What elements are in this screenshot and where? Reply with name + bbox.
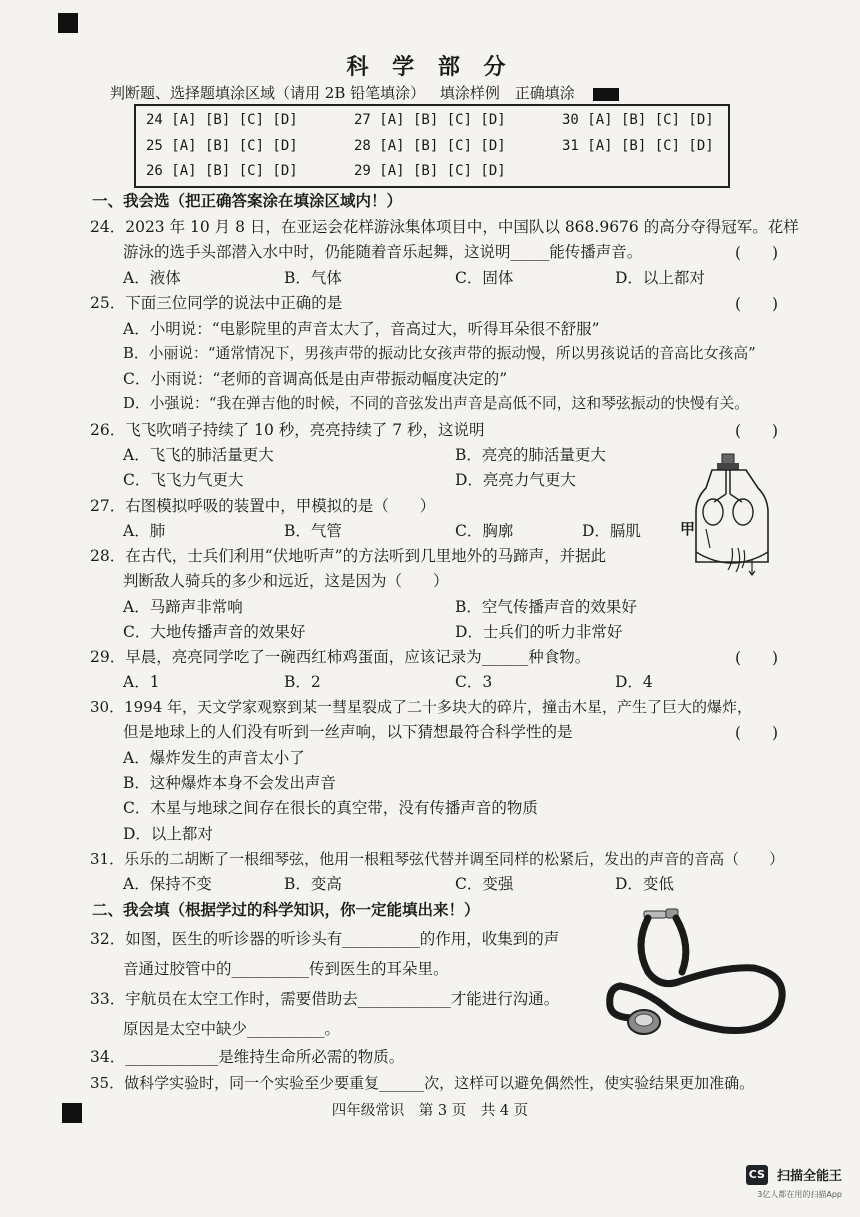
- question-29-option-a: A．1: [123, 673, 160, 691]
- correct-fill-sample: [593, 88, 619, 101]
- question-34: 34．____________是维持生命所必需的物质。: [90, 1048, 405, 1066]
- question-30-option-c: C．木星与地球之间存在很长的真空带，没有传播声音的物质: [123, 799, 538, 817]
- question-35: 35．做科学实验时，同一个实验至少要重复______次，这样可以避免偶然性，使实验结果更加准确。: [90, 1074, 755, 1092]
- question-30-option-b: B．这种爆炸本身不会发出声音: [123, 774, 336, 792]
- question-28-line-2: 判断敌人骑兵的多少和远近，这是因为（ ）: [123, 572, 449, 590]
- question-31-option-c: C．变强: [455, 875, 514, 893]
- page-footer: 四年级常识 第 3 页 共 4 页: [331, 1103, 529, 1119]
- answer-row-31[interactable]: 31 [A] [B] [C] [D]: [562, 138, 714, 154]
- question-25-option-c: C．小雨说：“老师的音调高低是由声带振动幅度决定的”: [123, 370, 508, 388]
- section-heading-fill: 二、我会填（根据学过的科学知识，你一定能填出来！）: [92, 900, 480, 919]
- question-32-line-2: 音通过胶管中的__________传到医生的耳朵里。: [123, 960, 449, 978]
- question-30-line-2: 但是地球上的人们没有听到一丝声响，以下猜想最符合科学性的是: [123, 723, 573, 741]
- question-29-option-c: C．3: [455, 673, 493, 691]
- scanner-app-name: 扫描全能王: [776, 1169, 842, 1184]
- question-24-option-d: D．以上都对: [615, 269, 705, 287]
- question-31-option-a: A．保持不变: [123, 875, 212, 893]
- correct-fill-label: 正确填涂: [514, 84, 575, 102]
- fill-sample-label: 填涂样例: [439, 84, 500, 102]
- registration-marker-top-left: [58, 13, 78, 33]
- question-25-option-b: B．小丽说：“通常情况下，男孩声带的振动比女孩声带的振动慢，所以男孩说话的音高比女孩高”: [123, 345, 756, 362]
- question-31-option-b: B．变高: [284, 875, 342, 893]
- question-31-option-d: D．变低: [615, 875, 674, 893]
- question-26-option-a: A．飞飞的肺活量更大: [123, 446, 274, 464]
- question-33-line-2: 原因是太空中缺少__________。: [123, 1020, 341, 1038]
- question-32-line-1: 32．如图，医生的听诊器的听诊头有__________的作用，收集到的声: [90, 930, 560, 948]
- answer-row-28[interactable]: 28 [A] [B] [C] [D]: [354, 138, 506, 154]
- scanner-app-tagline: 3亿人都在用的扫描App: [757, 1189, 842, 1199]
- question-26-stem: 26．飞飞吹哨子持续了 10 秒，亮亮持续了 7 秒，这说明: [90, 421, 485, 439]
- question-28-option-b: B．空气传播声音的效果好: [455, 598, 637, 616]
- question-26-option-d: D．亮亮力气更大: [455, 471, 576, 489]
- answer-row-27[interactable]: 27 [A] [B] [C] [D]: [354, 112, 506, 128]
- question-25-answer-bracket: ( ): [735, 295, 779, 313]
- question-25-option-a: A．小明说：“电影院里的声音太大了，音高过大，听得耳朵很不舒服”: [123, 320, 600, 338]
- breathing-model-figure: [676, 452, 776, 578]
- question-27-stem: 27．右图模拟呼吸的装置中，甲模拟的是（ ）: [90, 497, 436, 515]
- question-24-option-c: C．固体: [455, 269, 514, 287]
- question-28-option-d: D．士兵们的听力非常好: [455, 623, 623, 641]
- question-28-option-c: C．大地传播声音的效果好: [123, 623, 306, 641]
- question-29-stem: 29．早晨，亮亮同学吃了一碗西红柿鸡蛋面，应该记录为______种食物。: [90, 648, 591, 666]
- question-27-option-d: D．膈肌: [582, 522, 641, 540]
- question-29-answer-bracket: ( ): [735, 649, 779, 667]
- question-29-option-d: D．4: [615, 673, 653, 691]
- question-24-option-a: A．液体: [123, 269, 181, 287]
- question-24-answer-bracket: ( ): [735, 244, 779, 262]
- fill-instructions: [110, 82, 629, 103]
- camscanner-logo-icon: CS: [746, 1165, 768, 1185]
- question-30-line-1: 30．1994 年，天文学家观察到某一彗星裂成了二十多块大的碎片，撞击木星，产生了巨大的爆炸，: [90, 698, 753, 716]
- question-31-stem: 31．乐乐的二胡断了一根细琴弦，他用一根粗琴弦代替并调至同样的松紧后，发出的声音的音高（ ）: [90, 850, 785, 868]
- scanner-watermark: [746, 1164, 842, 1200]
- question-30-answer-bracket: ( ): [735, 724, 779, 742]
- answer-row-30[interactable]: 30 [A] [B] [C] [D]: [562, 112, 714, 128]
- answer-row-24[interactable]: 24 [A] [B] [C] [D]: [146, 112, 298, 128]
- question-26-option-b: B．亮亮的肺活量更大: [455, 446, 606, 464]
- question-27-option-b: B．气管: [284, 522, 342, 540]
- page-title: 科 学 部 分: [346, 54, 514, 80]
- question-25-stem: 25．下面三位同学的说法中正确的是: [90, 294, 343, 312]
- question-30-option-d: D．以上都对: [123, 825, 213, 843]
- question-25-option-d: D．小强说：“我在弹吉他的时候，不同的音弦发出声音是高低不同，这和琴弦振动的快慢有关。: [123, 395, 750, 412]
- section-heading-choice: 一、我会选（把正确答案涂在填涂区域内！）: [92, 191, 403, 210]
- answer-row-25[interactable]: 25 [A] [B] [C] [D]: [146, 138, 298, 154]
- question-33-line-1: 33．宇航员在太空工作时，需要借助去____________才能进行沟通。: [90, 990, 560, 1008]
- answer-row-29[interactable]: 29 [A] [B] [C] [D]: [354, 163, 506, 179]
- figure-label-jia: 甲: [680, 520, 696, 538]
- answer-row-26[interactable]: 26 [A] [B] [C] [D]: [146, 163, 298, 179]
- answer-grid: [134, 104, 730, 188]
- question-28-line-1: 28．在古代，士兵们利用“伏地听声”的方法听到几里地外的马蹄声，并据此: [90, 547, 607, 565]
- question-27-option-c: C．胸廓: [455, 522, 514, 540]
- question-29-option-b: B．2: [284, 673, 321, 691]
- fill-area-label: 判断题、选择题填涂区域（请用 2B 铅笔填涂）: [110, 84, 426, 102]
- question-24-line-1: 24．2023 年 10 月 8 日，在亚运会花样游泳集体项目中，中国队以 868.9676 的高分夺得冠军。花样: [90, 218, 799, 236]
- question-24-option-b: B．气体: [284, 269, 342, 287]
- question-24-line-2: 游泳的选手头部潜入水中时，仍能随着音乐起舞，这说明_____能传播声音。: [123, 243, 643, 261]
- question-28-option-a: A．马蹄声非常响: [123, 598, 243, 616]
- stethoscope-figure: [604, 906, 794, 1046]
- question-26-answer-bracket: ( ): [735, 422, 779, 440]
- question-26-option-c: C．飞飞力气更大: [123, 471, 244, 489]
- question-30-option-a: A．爆炸发生的声音太小了: [123, 749, 305, 767]
- question-27-option-a: A．肺: [123, 522, 166, 540]
